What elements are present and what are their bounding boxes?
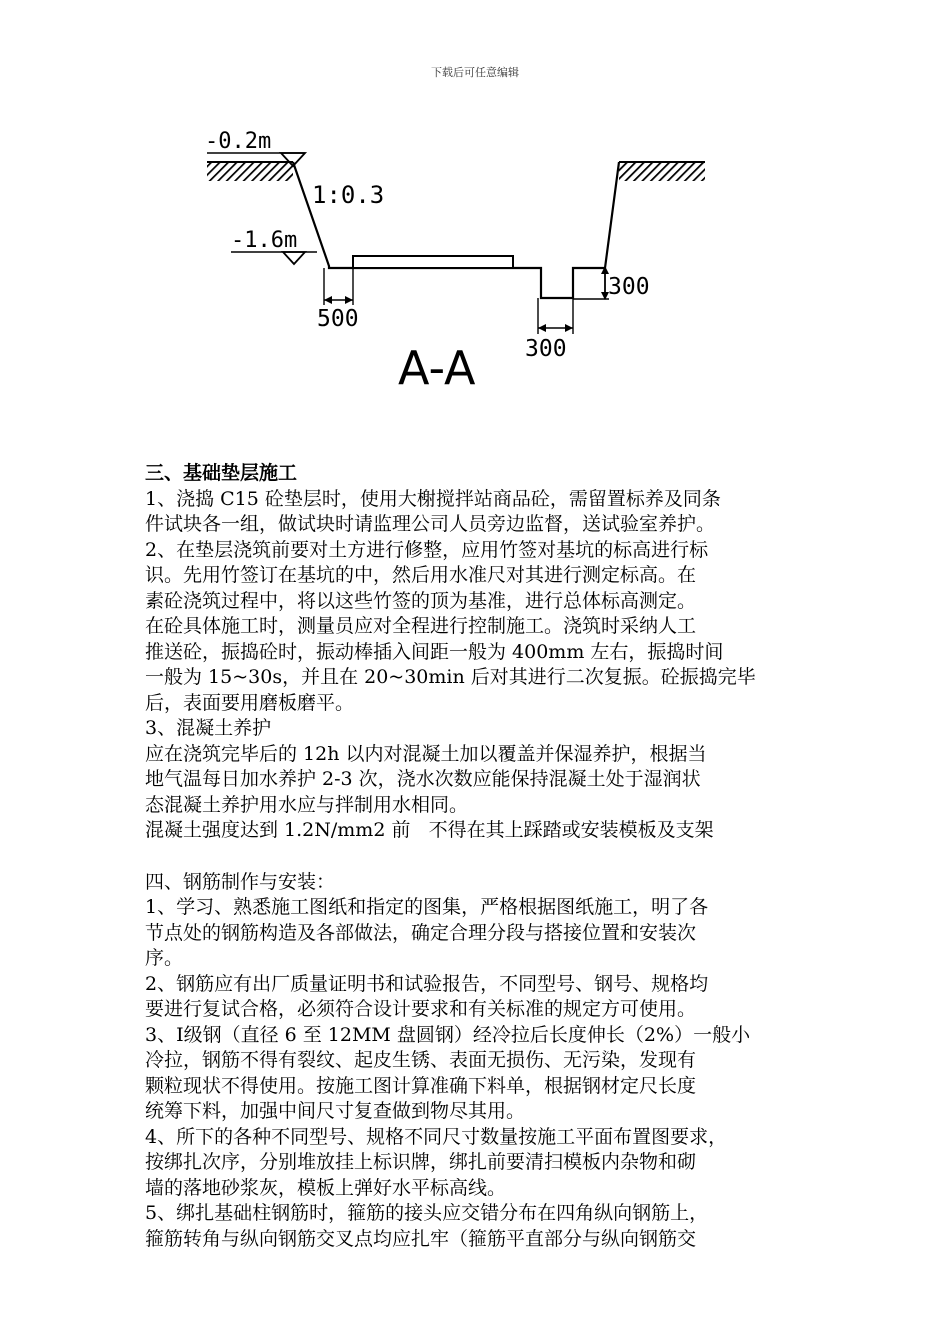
section-drawing-svg — [195, 118, 725, 408]
section-4-line: 颗粒现状不得使用。按施工图计算准确下料单，根据钢材定尺长度 — [145, 1074, 697, 1097]
section-3-line: 应在浇筑完毕后的 12h 以内对混凝土加以覆盖并保湿养护，根据当 — [145, 742, 707, 765]
page-header: 下载后可任意编辑 — [431, 66, 519, 79]
section-3-line: 一般为 15~30s，并且在 20~30min 后对其进行二次复振。砼振捣完毕 — [145, 666, 756, 688]
section-4-line: 墙的落地砂浆灰，模板上弹好水平标高线。 — [145, 1176, 507, 1199]
slope-ratio-label: 1:0.3 — [312, 181, 385, 209]
elevation-top-label: -0.2m — [205, 129, 272, 154]
section-3-heading: 三、基础垫层施工 — [145, 462, 298, 484]
paragraph-gap — [145, 844, 815, 870]
section-3-line: 地气温每日加水养护 2-3 次，浇水次数应能保持混凝土处于湿润状 — [145, 768, 701, 790]
section-4-line: 统筹下料，加强中间尺寸复查做到物尽其用。 — [145, 1100, 526, 1122]
section-4-line: 要进行复试合格，必须符合设计要求和有关标准的规定方可使用。 — [145, 998, 697, 1020]
section-3-line: 推送砼，振捣砼时，振动棒插入间距一般为 400mm 左右，振捣时间 — [145, 640, 724, 663]
section-4-line: 4、所下的各种不同型号、规格不同尺寸数量按施工平面布置图要求， — [145, 1125, 728, 1148]
document-body — [145, 461, 815, 1252]
ground-hatch-left — [207, 162, 293, 181]
section-3-line: 3、混凝土养护 — [145, 717, 272, 739]
elevation-bottom-marker — [283, 252, 305, 264]
section-3-line: 素砼浇筑过程中，将以这些竹签的顶为基准，进行总体标高测定。 — [145, 589, 697, 612]
section-3-line: 后，表面要用磨板磨平。 — [145, 691, 355, 714]
section-4-line: 1、学习、熟悉施工图纸和指定的图集，严格根据图纸施工，明了各 — [145, 896, 709, 918]
section-4-line: 箍筋转角与纵向钢筋交叉点均应扎牢（箍筋平直部分与纵向钢筋交 — [145, 1227, 697, 1250]
elevation-bottom-label: -1.6m — [231, 228, 298, 253]
section-3-line: 混凝土强度达到 1.2N/mm2 前 不得在其上踩踏或安装模板及支架 — [145, 819, 714, 841]
section-3-line: 在砼具体施工时，测量员应对全程进行控制施工。浇筑时采纳人工 — [145, 615, 697, 637]
section-4-line: 3、Ⅰ级钢（直径 6 至 12MM 盘圆钢）经冷拉后长度伸长（2%）一般小 — [145, 1023, 751, 1046]
dim-500-arrow-left — [324, 296, 332, 304]
section-3-line: 识。先用竹签订在基坑的中，然后用水准尺对其进行测定标高。在 — [145, 564, 697, 586]
section-3-line: 态混凝土养护用水应与拌制用水相同。 — [145, 793, 469, 816]
section-title: A-A — [398, 341, 476, 395]
dim-300-vertical-label: 300 — [608, 274, 650, 300]
dim-300-arrow-left — [538, 324, 546, 332]
section-4-line: 节点处的钢筋构造及各部做法，确定合理分段与搭接位置和安装次 — [145, 921, 697, 944]
section-3-line: 2、在垫层浇筑前要对土方进行修整，应用竹签对基坑的标高进行标 — [145, 538, 709, 561]
ground-hatch-right — [619, 162, 705, 181]
section-3-line: 1、浇捣 C15 砼垫层时，使用大榭搅拌站商品砼，需留置标养及同条 — [145, 487, 721, 510]
section-drawing — [195, 118, 725, 408]
section-4-heading: 四、钢筋制作与安装： — [145, 870, 336, 893]
section-4-line: 冷拉，钢筋不得有裂纹、起皮生锈、表面无损伤、无污染，发现有 — [145, 1049, 697, 1071]
section-4-line: 按绑扎次序，分别堆放挂上标识牌，绑扎前要清扫模板内杂物和砌 — [145, 1151, 697, 1173]
section-4-line: 5、绑扎基础柱钢筋时，箍筋的接头应交错分布在四角纵向钢筋上， — [145, 1202, 709, 1224]
dim-300-arrow-right — [565, 324, 573, 332]
dim-500-label: 500 — [317, 306, 359, 332]
section-3-line: 件试块各一组，做试块时请监理公司人员旁边监督，送试验室养护。 — [145, 513, 716, 535]
dim-500-arrow-right — [345, 296, 353, 304]
section-4-line: 2、钢筋应有出厂质量证明书和试验报告，不同型号、钢号、规格均 — [145, 972, 709, 995]
section-4-line: 序。 — [145, 947, 184, 969]
dim-300-horizontal-label: 300 — [525, 336, 567, 362]
foundation-slab — [353, 256, 513, 268]
